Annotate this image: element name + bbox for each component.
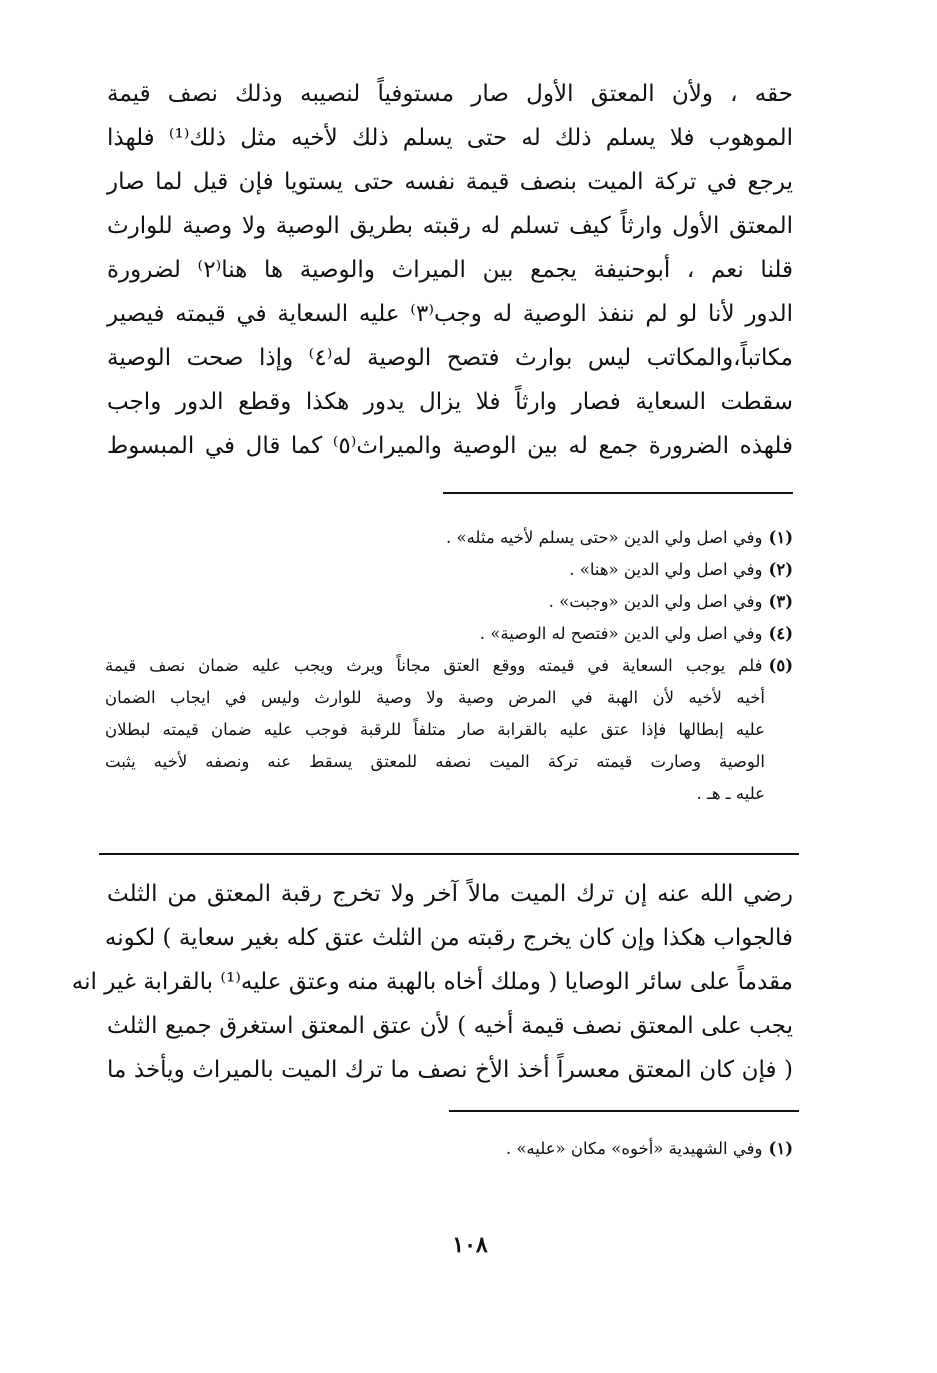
main-text-lower bbox=[71, 872, 793, 1092]
footnote-text: وفي اصل ولي الدين «وجبت» . bbox=[548, 592, 763, 611]
footnote bbox=[105, 1133, 793, 1165]
footnote-text: وفي اصل ولي الدين «هنا» . bbox=[569, 560, 763, 579]
section-divider bbox=[99, 853, 799, 855]
text-line: فالجواب هكذا وإن كان يخرج رقبته من الثلث عتق كله بغير سعاية ) لكونه bbox=[104, 925, 793, 951]
text-line: حقه ، ولأن المعتق الأول صار مستوفياً لنصيبه وذلك نصف قيمة bbox=[107, 81, 793, 107]
footnote-text: وفي اصل ولي الدين «فتصح له الوصية» . bbox=[479, 624, 763, 643]
footnote-text: فلم يوجب السعاية في قيمته ووقع العتق مجاناً ويرث ويجب عليه ضمان نصف قيمة bbox=[105, 656, 763, 675]
main-text-upper bbox=[107, 72, 793, 468]
footnote-continuation: أخيه لأخيه لأن الهبة في المرض وصية ولا وصية للوارث وليس في ايجاب الضمان bbox=[105, 688, 765, 707]
footnote bbox=[105, 522, 793, 554]
footnote bbox=[105, 586, 793, 618]
text-line: الموهوب فلا يسلم ذلك له حتى يسلم ذلك لأخيه مثل ذلك⁽¹⁾ فلهذا bbox=[107, 125, 793, 151]
footnote-separator bbox=[449, 1110, 799, 1112]
footnotes-lower bbox=[105, 1133, 793, 1165]
text-line: يرجع في تركة الميت بنصف قيمة نفسه حتى يستويا فإن قيل لما صار bbox=[107, 169, 793, 195]
page-number: ١٠٨ bbox=[452, 1232, 488, 1258]
footnote-continuation: الوصية وصارت قيمته تركة الميت نصفه للمعتق يسقط عنه ونصفه لأخيه يثبت bbox=[105, 752, 765, 771]
footnote-number: (٤) bbox=[768, 624, 793, 643]
footnote-continuation: عليه ـ هـ . bbox=[696, 784, 765, 803]
text-line: المعتق الأول وارثاً كيف تسلم له رقبته بطريق الوصية ولا وصية للوارث bbox=[107, 213, 793, 239]
text-line: يجب على المعتق نصف قيمة أخيه ) لأن عتق المعتق استغرق جميع الثلث bbox=[107, 1013, 793, 1039]
text-line: سقطت السعاية فصار وارثاً فلا يزال يدور هكذا وقطع الدور واجب bbox=[107, 389, 793, 415]
footnote-number: (١) bbox=[768, 1139, 793, 1158]
footnote bbox=[105, 618, 793, 650]
footnote-number: (٢) bbox=[768, 560, 793, 579]
footnote-text: وفي اصل ولي الدين «حتى يسلم لأخيه مثله» . bbox=[445, 528, 763, 547]
footnote-text: وفي الشهيدية «أخوه» مكان «عليه» . bbox=[505, 1139, 763, 1158]
footnotes-upper bbox=[105, 522, 793, 810]
footnote bbox=[105, 650, 793, 682]
footnote-separator bbox=[443, 492, 793, 494]
text-line: فلهذه الضرورة جمع له بين الوصية والميراث⁽٥⁾ كما قال في المبسوط bbox=[107, 433, 793, 459]
footnote-number: (٣) bbox=[768, 592, 793, 611]
footnote-number: (١) bbox=[768, 528, 793, 547]
footnote-number: (٥) bbox=[768, 656, 793, 675]
text-line: مقدماً على سائر الوصايا ( وملك أخاه بالهبة منه وعتق عليه⁽¹⁾ بالقرابة غير انه bbox=[71, 969, 793, 995]
text-line: قلنا نعم ، أبوحنيفة يجمع بين الميراث والوصية ها هنا⁽٢⁾ لضرورة bbox=[107, 257, 793, 283]
text-line: مكاتباً،والمكاتب ليس بوارث فتصح الوصية له⁽٤⁾ وإذا صحت الوصية bbox=[107, 345, 793, 371]
footnote-continuation: عليه إبطالها فإذا عتق عليه بالقرابة صار متلفاً للرقبة فوجب عليه ضمان قيمته لبطلان bbox=[105, 720, 765, 739]
footnote bbox=[105, 554, 793, 586]
text-line: ( فإن كان المعتق معسراً أخذ الأخ نصف ما ترك الميت بالميراث ويأخذ ما bbox=[107, 1057, 793, 1083]
text-line: رضي الله عنه إن ترك الميت مالاً آخر ولا تخرج رقبة المعتق من الثلث bbox=[107, 881, 793, 907]
text-line: الدور لأنا لو لم ننفذ الوصية له وجب⁽٣⁾ عليه السعاية في قيمته فيصير bbox=[107, 301, 794, 327]
